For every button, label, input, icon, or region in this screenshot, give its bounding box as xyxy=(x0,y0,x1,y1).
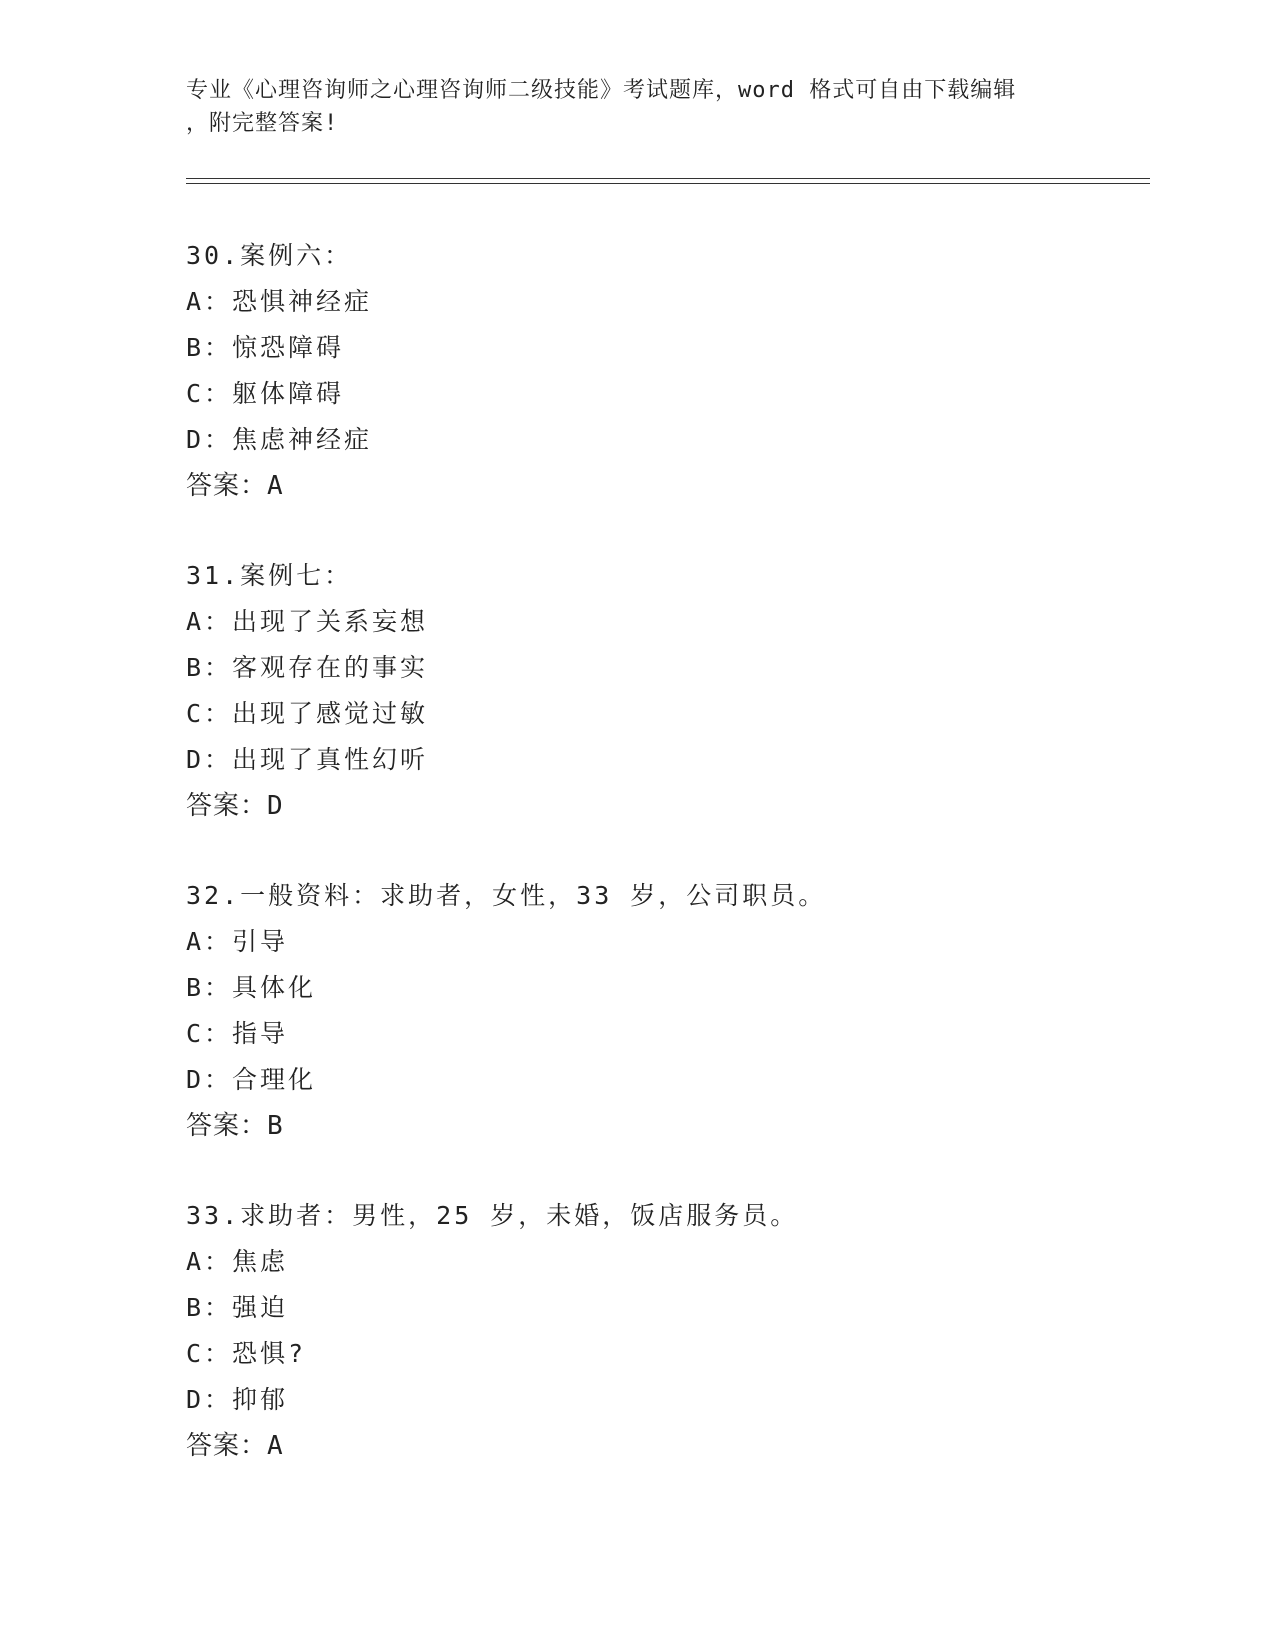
answer-label: 答案： xyxy=(186,471,268,501)
option-c: C：恐惧? xyxy=(186,1339,307,1368)
header-divider-top xyxy=(186,178,1150,179)
option-b: B：惊恐障碍 xyxy=(186,333,345,362)
option-c: C：指导 xyxy=(186,1019,289,1048)
question-stem: 32.一般资料：求助者，女性，33 岁，公司职员。 xyxy=(186,881,827,910)
header-line-1: 专业《心理咨询师之心理咨询师二级技能》考试题库，word 格式可自由下载编辑 xyxy=(186,78,1017,103)
answer-line xyxy=(186,1103,1086,1149)
answer-value: A xyxy=(267,471,283,501)
answer-line xyxy=(186,1423,1086,1469)
option-c: C：出现了感觉过敏 xyxy=(186,699,429,728)
option-a: A：恐惧神经症 xyxy=(186,287,373,316)
option-a: A：出现了关系妄想 xyxy=(186,607,429,636)
question-stem: 30.案例六： xyxy=(186,241,353,270)
answer-label: 答案： xyxy=(186,791,268,821)
document-header xyxy=(186,74,1066,140)
option-c: C：躯体障碍 xyxy=(186,379,345,408)
option-a: A：引导 xyxy=(186,927,289,956)
option-d: D：出现了真性幻听 xyxy=(186,745,429,774)
option-b: B：客观存在的事实 xyxy=(186,653,429,682)
question-32 xyxy=(186,873,1086,1149)
question-33 xyxy=(186,1193,1086,1469)
answer-label: 答案： xyxy=(186,1111,268,1141)
option-d: D：焦虑神经症 xyxy=(186,425,373,454)
answer-line xyxy=(186,783,1086,829)
option-d: D：抑郁 xyxy=(186,1385,289,1414)
header-divider-bottom xyxy=(186,183,1150,184)
question-31 xyxy=(186,553,1086,829)
option-d: D：合理化 xyxy=(186,1065,317,1094)
question-30 xyxy=(186,233,1086,509)
option-b: B：具体化 xyxy=(186,973,317,1002)
option-b: B：强迫 xyxy=(186,1293,289,1322)
answer-line xyxy=(186,463,1086,509)
question-stem: 31.案例七： xyxy=(186,561,353,590)
answer-value: A xyxy=(267,1431,283,1461)
answer-label: 答案： xyxy=(186,1431,268,1461)
question-stem: 33.求助者：男性，25 岁，未婚，饭店服务员。 xyxy=(186,1201,799,1230)
answer-value: B xyxy=(267,1111,283,1141)
header-line-2: ，附完整答案! xyxy=(186,111,339,136)
option-a: A：焦虑 xyxy=(186,1247,289,1276)
answer-value: D xyxy=(267,791,283,821)
